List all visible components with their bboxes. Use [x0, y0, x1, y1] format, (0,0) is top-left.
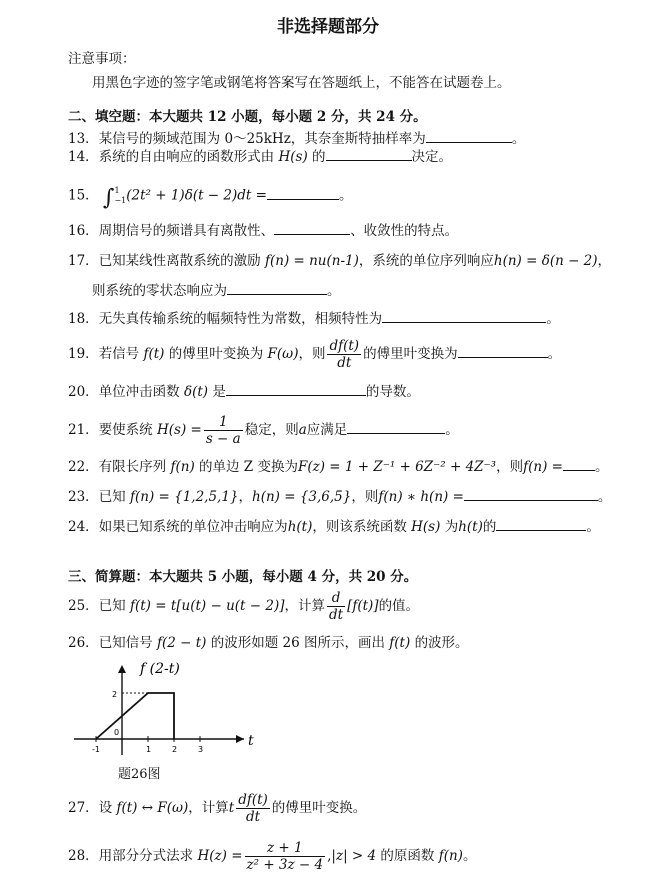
figure-26 — [68, 655, 278, 767]
question-number: 26． — [68, 635, 99, 651]
question-number: 27． — [68, 800, 99, 816]
question-17-line2: 则系统的零状态响应为 。 — [92, 283, 341, 299]
fraction: $\frac{d}{dt}$ — [328, 590, 344, 623]
fraction: $\frac{df(t)}{dt}$ — [238, 792, 268, 825]
waveform-line — [96, 693, 174, 739]
x-axis-arrow — [236, 735, 244, 743]
question-23: 23．已知 f(n) = {1,2,5,1}，h(n) = {3,6,5}，则f(n) ∗ h(n) = 。 — [68, 489, 612, 505]
question-27: 27．设 f(t) ↔ F(ω)，计算t $\frac{df(t)}{dt}$ 的傅里叶变换。 — [68, 792, 367, 825]
answer-blank[interactable] — [267, 187, 339, 200]
question-16: 16．周期信号的频谱具有离散性、 、收敛性的特点。 — [68, 223, 459, 239]
question-20: 20．单位冲击函数 δ(t) 是 的导数。 — [68, 384, 420, 400]
x-tick-label: 3 — [198, 745, 204, 754]
notice-text: 用黑色字迹的签字笔或钢笔将答案写在答题纸上，不能答在试题卷上。 — [92, 75, 511, 91]
question-14: 14．系统的自由响应的函数形式由 H(s) 的 决定。 — [68, 149, 453, 165]
question-number: 14． — [68, 149, 99, 165]
question-25: 25．已知 f(t) = t[u(t) − u(t − 2)]，计算 $\frac{d}{dt}$ [f(t)]的值。 — [68, 590, 420, 623]
section2-heading: 二、填空题：本大题共 12 小题，每小题 2 分，共 24 分。 — [68, 109, 427, 125]
question-22: 22．有限长序列 f(n) 的单边 Z 变换为F(z) = 1 + Z⁻¹ + 6Z⁻² + 4Z⁻³，则f(n) = 。 — [68, 459, 609, 475]
answer-blank[interactable] — [274, 222, 350, 235]
origin-label: 0 — [114, 728, 120, 737]
answer-blank[interactable] — [426, 130, 512, 143]
question-17: 17．已知某线性离散系统的激励 f(n) = nu(n-1)，系统的单位序列响应h(n) = δ(n − 2)， — [68, 253, 612, 269]
question-number: 17． — [68, 253, 99, 269]
waveform-plot — [68, 655, 278, 763]
fraction: $\frac{1}{s - a}$ — [205, 414, 241, 447]
question-24: 24．如果已知系统的单位冲击响应为h(t)，则该系统函数 H(s) 为h(t)的 。 — [68, 519, 600, 535]
question-number: 23． — [68, 489, 99, 505]
answer-blank[interactable] — [347, 421, 445, 434]
answer-blank[interactable] — [464, 488, 598, 501]
notice-heading: 注意事项： — [68, 51, 136, 67]
answer-blank[interactable] — [496, 518, 586, 531]
section3-heading: 三、简算题：本大题共 5 小题，每小题 4 分，共 20 分。 — [68, 569, 418, 585]
answer-blank[interactable] — [226, 383, 366, 396]
answer-blank[interactable] — [382, 310, 546, 323]
question-text: 某信号的频域范围为 0～25kHz，其奈奎斯特抽样率为 — [98, 131, 426, 147]
question-26: 26．已知信号 f(2 − t) 的波形如题 26 图所示，画出 f(t) 的波形。 — [68, 635, 469, 651]
integral-sign: ∫ — [102, 185, 115, 211]
y-tick-label: 2 — [112, 690, 118, 699]
fraction: $\frac{z + 1}{\text{z² + 3z − 4}}$ — [246, 840, 324, 873]
question-number: 18． — [68, 311, 99, 327]
y-axis-label: f (2-t) — [140, 661, 180, 677]
question-13: 13．某信号的频域范围为 0～25kHz，其奈奎斯特抽样率为 。 — [68, 131, 526, 147]
question-18: 18．无失真传输系统的幅频特性为常数，相频特性为 。 — [68, 311, 560, 327]
y-axis-arrow — [118, 665, 126, 673]
answer-blank[interactable] — [458, 345, 548, 358]
answer-blank[interactable] — [227, 282, 327, 295]
question-number: 28． — [68, 848, 99, 864]
answer-blank[interactable] — [563, 458, 595, 471]
fraction: $\frac{df(t)}{dt}$ — [329, 338, 360, 371]
question-number: 21． — [68, 422, 99, 438]
question-number: 24． — [68, 519, 99, 535]
question-28: 28．用部分分式法求 H(z) = $\frac{z + 1}{\text{z² + 3z − 4}}$ ,|z| > 4 的原函数 f(n)。 — [68, 840, 477, 873]
question-number: 22． — [68, 459, 99, 475]
x-tick-label: 2 — [172, 745, 178, 754]
figure-caption: 题26图 — [118, 767, 161, 782]
x-tick-label: 1 — [146, 745, 152, 754]
question-number: 20． — [68, 384, 99, 400]
question-number: 16． — [68, 223, 99, 239]
x-tick-label: -1 — [92, 745, 100, 754]
question-number: 15． — [68, 187, 99, 204]
question-21: 21．要使系统 H(s) = $\frac{1}{s - a}$ 稳定，则a应满足 。 — [68, 414, 459, 447]
question-19: 19．若信号 f(t) 的傅里叶变换为 F(ω)，则 $\frac{df(t)}{dt}$ 的傅里叶变换为 。 — [68, 338, 562, 371]
x-axis-label: t — [248, 733, 254, 749]
question-number: 25． — [68, 598, 99, 614]
page-title: 非选择题部分 — [277, 17, 379, 37]
question-number: 19． — [68, 346, 99, 362]
question-15: 15． ∫ 1 −1 (2t² + 1)δ(t − 2)dt = 。 — [68, 185, 353, 211]
question-number: 13． — [68, 131, 99, 147]
answer-blank[interactable] — [326, 148, 412, 161]
